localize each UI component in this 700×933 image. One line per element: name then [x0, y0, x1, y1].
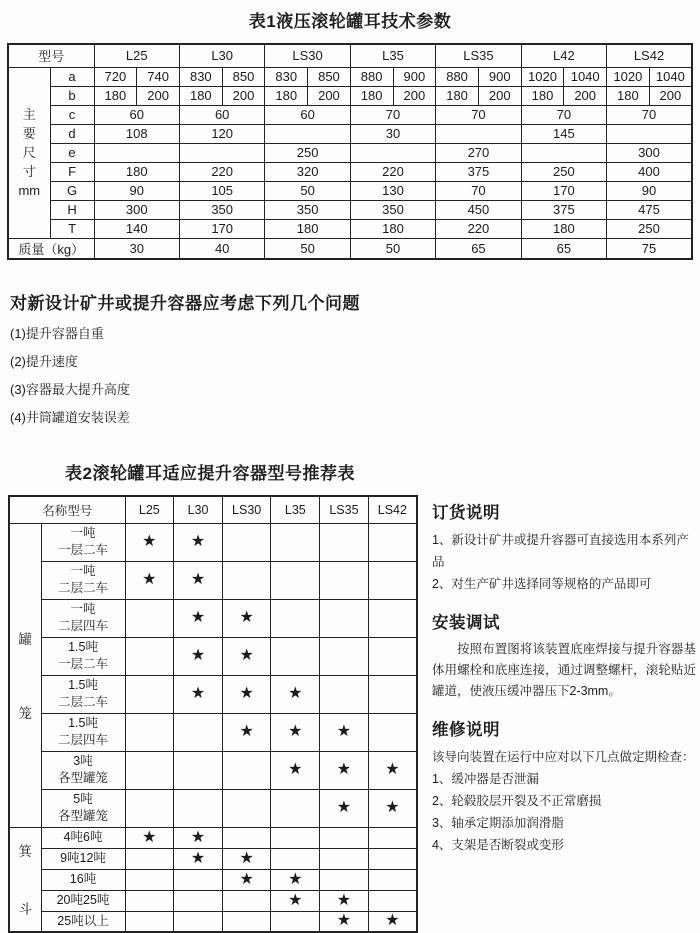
t1-value-cell: 350: [350, 200, 435, 219]
star-icon: ★: [288, 761, 303, 778]
star-icon: ★: [239, 870, 254, 888]
star-icon: ★: [190, 647, 206, 664]
t2-star-cell: [222, 675, 271, 713]
bottom-section: [8, 495, 700, 933]
t2-row-name-line: 各型罐笼: [58, 771, 109, 785]
t2-star-cell: [320, 523, 369, 561]
t1-value-cell: 120: [179, 124, 264, 143]
install-notes-heading: 安装调试: [431, 614, 500, 632]
t2-star-cell: [222, 827, 271, 848]
t1-value-cell: 180: [94, 86, 137, 105]
t1-value-cell: 180: [350, 86, 393, 105]
t2-star-cell: [271, 713, 320, 751]
t2-star-cell: [222, 869, 271, 890]
t2-row-name-line: 各型罐笼: [58, 809, 109, 823]
t2-star-cell: [368, 599, 417, 637]
t1-model-row-label: 型号: [8, 44, 94, 67]
t2-star-cell: [368, 751, 417, 789]
design-note-item-1: (1)提升容器自重: [10, 326, 104, 341]
star-icon: ★: [239, 647, 254, 664]
t1-model-header: L35: [350, 44, 435, 67]
t2-star-cell: [368, 848, 417, 869]
star-icon: ★: [239, 609, 254, 626]
t2-model-header: L30: [174, 496, 223, 523]
star-icon: ★: [385, 799, 400, 816]
t2-star-cell: [320, 911, 369, 932]
t2-row-name: [41, 751, 125, 789]
t2-star-cell: [125, 637, 174, 675]
t2-star-cell: [271, 751, 320, 789]
t1-weight-value: 65: [521, 238, 606, 259]
t2-row-name-line: 一吨: [70, 602, 96, 616]
t2-row-name: [41, 675, 125, 713]
maintain-notes-intro: 该导向装置在运行中应对以下几点做定期检查：: [431, 750, 695, 764]
t1-value-cell: 450: [436, 200, 521, 219]
t2-row-name: [41, 523, 125, 561]
t1-value-cell: 270: [436, 143, 521, 162]
t2-row-name-line: 20吨25吨: [56, 893, 110, 907]
t1-model-header: L30: [179, 44, 264, 67]
t1-value-cell: 830: [179, 67, 222, 86]
t2-row-name-line: 一层二车: [58, 543, 109, 557]
t1-value-cell: [521, 143, 606, 162]
t2-star-cell: [174, 827, 223, 848]
t2-star-cell: [125, 890, 174, 911]
t1-value-cell: 105: [179, 181, 264, 200]
t1-model-header: LS30: [265, 44, 350, 67]
t2-star-cell: [125, 827, 174, 848]
t1-value-cell: 30: [350, 124, 435, 143]
t1-model-header: LS42: [607, 44, 692, 67]
t1-unit-label-char: mm: [18, 183, 41, 198]
table2-recommendations: [8, 495, 418, 933]
t2-star-cell: [125, 789, 174, 827]
star-icon: ★: [142, 571, 157, 588]
star-icon: ★: [385, 912, 400, 930]
t2-row-name-line: 4吨6吨: [63, 830, 103, 844]
t2-star-cell: [368, 890, 417, 911]
star-icon: ★: [288, 870, 303, 888]
t1-value-cell: 350: [265, 200, 350, 219]
t2-row-name-line: 一吨: [70, 526, 96, 540]
maintain-note-item-3: 3、轴承定期添加润滑脂: [431, 816, 564, 830]
t1-value-cell: 850: [308, 67, 351, 86]
star-icon: ★: [142, 828, 157, 846]
t2-row-name: [41, 599, 125, 637]
t2-star-cell: [368, 713, 417, 751]
t2-star-cell: [271, 789, 320, 827]
t2-name-header: 名称型号: [9, 496, 125, 523]
t2-star-cell: [222, 599, 271, 637]
t2-star-cell: [174, 869, 223, 890]
t1-weight-value: 40: [179, 238, 264, 259]
t2-star-cell: [222, 848, 271, 869]
t2-star-cell: [125, 911, 174, 932]
t2-row-name-line: 5吨: [73, 792, 93, 806]
star-icon: ★: [288, 685, 303, 702]
t1-value-cell: 200: [137, 86, 180, 105]
t1-dim-label: F: [50, 162, 94, 181]
t2-star-cell: [271, 675, 320, 713]
t1-value-cell: 70: [607, 105, 692, 124]
t2-star-cell: [271, 890, 320, 911]
t1-model-header: L42: [521, 44, 606, 67]
t1-value-cell: 90: [607, 181, 692, 200]
design-considerations: [10, 289, 700, 426]
t1-value-cell: 740: [137, 67, 180, 86]
t2-row-name: [41, 561, 125, 599]
t2-star-cell: [125, 599, 174, 637]
t2-star-cell: [125, 869, 174, 890]
t1-value-cell: 375: [436, 162, 521, 181]
t1-dim-label: e: [50, 143, 94, 162]
star-icon: ★: [239, 723, 254, 740]
t2-row-name-line: 9吨12吨: [60, 851, 106, 865]
t2-star-cell: [174, 599, 223, 637]
t2-star-cell: [174, 523, 223, 561]
t1-value-cell: 720: [94, 67, 137, 86]
t2-star-cell: [368, 869, 417, 890]
t1-value-cell: 50: [265, 181, 350, 200]
t2-row-name-line: 二层四车: [58, 619, 109, 633]
t2-star-cell: [320, 675, 369, 713]
t1-value-cell: 300: [607, 143, 692, 162]
t2-group-label-char: 笼: [18, 706, 32, 721]
t2-star-cell: [271, 911, 320, 932]
star-icon: ★: [190, 828, 206, 846]
t2-star-cell: [174, 848, 223, 869]
t1-value-cell: 850: [222, 67, 265, 86]
t2-star-cell: [174, 751, 223, 789]
star-icon: ★: [190, 571, 206, 588]
t2-row-name-line: 1.5吨: [68, 716, 98, 730]
t2-star-cell: [320, 713, 369, 751]
t2-row-name: [41, 848, 125, 869]
t1-value-cell: 200: [393, 86, 436, 105]
t2-star-cell: [271, 637, 320, 675]
star-icon: ★: [336, 799, 352, 816]
t2-star-cell: [222, 751, 271, 789]
t1-dim-label: T: [50, 219, 94, 238]
t1-value-cell: 200: [222, 86, 265, 105]
t1-value-cell: 1040: [649, 67, 692, 86]
t1-value-cell: 200: [649, 86, 692, 105]
t2-row-name-line: 二层二车: [58, 581, 109, 595]
t1-value-cell: 180: [265, 219, 350, 238]
t1-value-cell: 70: [350, 105, 435, 124]
t1-value-cell: 70: [436, 105, 521, 124]
t2-star-cell: [320, 751, 369, 789]
t1-value-cell: 320: [265, 162, 350, 181]
t2-star-cell: [368, 911, 417, 932]
t2-star-cell: [368, 637, 417, 675]
t2-star-cell: [271, 599, 320, 637]
star-icon: ★: [239, 849, 254, 867]
t2-star-cell: [368, 561, 417, 599]
t1-value-cell: [350, 143, 435, 162]
star-icon: ★: [336, 723, 352, 740]
t1-value-cell: 200: [478, 86, 521, 105]
t2-star-cell: [320, 869, 369, 890]
t2-star-cell: [174, 789, 223, 827]
t1-unit-label: [8, 67, 50, 238]
star-icon: ★: [385, 761, 400, 778]
t2-star-cell: [320, 637, 369, 675]
t2-star-cell: [174, 911, 223, 932]
t1-value-cell: 108: [94, 124, 179, 143]
star-icon: ★: [336, 891, 352, 909]
t2-star-cell: [368, 675, 417, 713]
star-icon: ★: [288, 723, 303, 740]
t1-value-cell: 200: [564, 86, 607, 105]
t2-star-cell: [174, 890, 223, 911]
t2-star-cell: [222, 789, 271, 827]
order-note-item-1: 1、新设计矿井或提升容器可直接选用本系列产品: [431, 533, 689, 569]
t1-value-cell: 170: [179, 219, 264, 238]
star-icon: ★: [288, 891, 303, 909]
t1-weight-label: 质量（kg）: [8, 238, 94, 259]
maintain-notes-heading: 维修说明: [431, 721, 500, 739]
t1-weight-value: 65: [436, 238, 521, 259]
t1-weight-value: 50: [350, 238, 435, 259]
t2-star-cell: [174, 713, 223, 751]
t1-value-cell: [179, 143, 264, 162]
t1-value-cell: 180: [350, 219, 435, 238]
star-icon: ★: [336, 761, 352, 778]
t2-row-name: [41, 637, 125, 675]
star-icon: ★: [190, 533, 206, 550]
t1-value-cell: 900: [393, 67, 436, 86]
star-icon: ★: [336, 912, 352, 930]
t1-model-header: LS35: [436, 44, 521, 67]
t1-unit-label-char: 尺: [22, 145, 36, 160]
star-icon: ★: [142, 533, 157, 550]
maintain-note-item-4: 4、支架是否断裂或变形: [431, 838, 564, 852]
star-icon: ★: [239, 685, 254, 702]
install-notes-paragraph: 按照布置图将该装置底座焊接与提升容器基体用螺栓和底座连接，通过调整螺杆，滚轮贴近罐道，使液压缓冲器压下2-3mm。: [431, 642, 696, 698]
t1-value-cell: 220: [350, 162, 435, 181]
design-note-item-2: (2)提升速度: [10, 354, 78, 369]
t2-star-cell: [174, 561, 223, 599]
t2-group-label-stack: [10, 840, 41, 918]
t1-value-cell: [436, 124, 521, 143]
t1-value-cell: 145: [521, 124, 606, 143]
t2-star-cell: [125, 713, 174, 751]
t1-value-cell: 130: [350, 181, 435, 200]
order-note-item-2: 2、对生产矿井选择同等规格的产品即可: [431, 577, 652, 591]
t2-star-cell: [271, 523, 320, 561]
t2-row-name: [41, 890, 125, 911]
t2-star-cell: [222, 561, 271, 599]
t1-dim-label: d: [50, 124, 94, 143]
t1-value-cell: 880: [350, 67, 393, 86]
t1-value-cell: 70: [436, 181, 521, 200]
t2-star-cell: [320, 848, 369, 869]
t1-value-cell: 180: [521, 219, 606, 238]
t2-star-cell: [271, 827, 320, 848]
t1-value-cell: 60: [265, 105, 350, 124]
t2-group-label: [9, 827, 41, 932]
t2-star-cell: [320, 827, 369, 848]
t1-value-cell: 180: [265, 86, 308, 105]
t1-dim-label: G: [50, 181, 94, 200]
star-icon: ★: [190, 849, 206, 867]
t2-star-cell: [125, 848, 174, 869]
table1-title: 表1液压滚轮罐耳技术参数: [248, 12, 452, 31]
t1-unit-label-char: 主: [22, 107, 36, 122]
maintain-note-item-1: 1、缓冲器是否泄漏: [431, 772, 539, 786]
t2-row-name: [41, 869, 125, 890]
t1-weight-value: 50: [265, 238, 350, 259]
t1-value-cell: 180: [179, 86, 222, 105]
t2-row-name-line: 1.5吨: [68, 678, 98, 692]
t2-star-cell: [174, 637, 223, 675]
table1-parameters: [7, 43, 693, 260]
t1-value-cell: 180: [94, 162, 179, 181]
t1-dim-label: b: [50, 86, 94, 105]
t2-row-name-line: 二层二车: [58, 695, 109, 709]
t1-value-cell: 220: [436, 219, 521, 238]
t2-star-cell: [222, 637, 271, 675]
t1-value-cell: 60: [179, 105, 264, 124]
t1-value-cell: 70: [521, 105, 606, 124]
t2-row-name-line: 一吨: [70, 564, 96, 578]
t2-row-name: [41, 789, 125, 827]
t1-value-cell: 180: [436, 86, 479, 105]
t2-model-header: LS42: [368, 496, 417, 523]
t1-dim-label: c: [50, 105, 94, 124]
t2-star-cell: [125, 675, 174, 713]
t1-value-cell: 1020: [521, 67, 564, 86]
t2-group-label-char: 斗: [18, 902, 32, 918]
star-icon: ★: [190, 609, 206, 626]
t2-group-label-char: 罐: [18, 632, 32, 647]
t1-value-cell: 300: [94, 200, 179, 219]
t1-value-cell: 350: [179, 200, 264, 219]
t2-star-cell: [320, 599, 369, 637]
t1-value-cell: [607, 124, 692, 143]
t1-model-header: L25: [94, 44, 179, 67]
t1-unit-label-char: 要: [22, 126, 36, 141]
t2-group-label: [9, 523, 41, 827]
t2-model-header: L35: [271, 496, 320, 523]
t2-row-name-line: 16吨: [69, 872, 97, 886]
t2-model-header: LS30: [222, 496, 271, 523]
t2-star-cell: [271, 869, 320, 890]
t2-row-name: [41, 911, 125, 932]
t1-value-cell: 200: [308, 86, 351, 105]
design-considerations-heading: 对新设计矿井或提升容器应考虑下列几个问题: [10, 294, 360, 313]
t2-star-cell: [368, 789, 417, 827]
t2-star-cell: [368, 827, 417, 848]
t1-value-cell: 180: [607, 86, 650, 105]
t2-star-cell: [320, 890, 369, 911]
t1-value-cell: 1020: [607, 67, 650, 86]
t1-weight-value: 30: [94, 238, 179, 259]
t2-star-cell: [222, 911, 271, 932]
t2-star-cell: [174, 675, 223, 713]
t2-star-cell: [368, 523, 417, 561]
t1-dim-label: H: [50, 200, 94, 219]
table2-title: 表2滚轮罐耳适应提升容器型号推荐表: [65, 464, 355, 483]
star-icon: ★: [190, 685, 206, 702]
t2-star-cell: [320, 561, 369, 599]
t1-value-cell: [94, 143, 179, 162]
maintain-note-item-2: 2、轮毂胶层开裂及不正常磨损: [431, 794, 602, 808]
t2-model-header: LS35: [320, 496, 369, 523]
t2-star-cell: [125, 523, 174, 561]
t2-group-label-stack: [10, 628, 41, 722]
t1-value-cell: 220: [179, 162, 264, 181]
t2-row-name-line: 3吨: [73, 754, 93, 768]
t1-value-cell: 250: [265, 143, 350, 162]
t2-star-cell: [222, 523, 271, 561]
order-notes-heading: 订货说明: [431, 504, 500, 522]
t1-dim-label: a: [50, 67, 94, 86]
t2-row-name-line: 二层四车: [58, 733, 109, 747]
t2-star-cell: [125, 751, 174, 789]
t2-star-cell: [125, 561, 174, 599]
t1-value-cell: 1040: [564, 67, 607, 86]
t1-value-cell: 400: [607, 162, 692, 181]
t2-row-name: [41, 713, 125, 751]
t1-value-cell: 880: [436, 67, 479, 86]
t1-unit-label-char: 寸: [22, 164, 36, 179]
t2-group-label-char: 箕: [18, 844, 32, 860]
t1-value-cell: 900: [478, 67, 521, 86]
t2-row-name-line: 25吨以上: [57, 913, 109, 928]
t2-star-cell: [222, 890, 271, 911]
t1-value-cell: 60: [94, 105, 179, 124]
t2-model-header: L25: [125, 496, 174, 523]
t1-value-cell: 90: [94, 181, 179, 200]
t1-value-cell: 140: [94, 219, 179, 238]
t2-star-cell: [271, 848, 320, 869]
t2-row-name-line: 1.5吨: [68, 640, 98, 654]
side-notes-column: [418, 495, 700, 933]
t1-value-cell: 250: [607, 219, 692, 238]
t1-value-cell: 250: [521, 162, 606, 181]
design-note-item-3: (3)容器最大提升高度: [10, 382, 130, 397]
t1-value-cell: 830: [265, 67, 308, 86]
t1-value-cell: 375: [521, 200, 606, 219]
t2-star-cell: [320, 789, 369, 827]
t2-row-name: [41, 827, 125, 848]
t1-value-cell: 475: [607, 200, 692, 219]
t2-star-cell: [222, 713, 271, 751]
t2-star-cell: [271, 561, 320, 599]
t2-row-name-line: 一层二车: [58, 657, 109, 671]
design-note-item-4: (4)井筒罐道安装误差: [10, 410, 130, 425]
t1-value-cell: 170: [521, 181, 606, 200]
t1-weight-value: 75: [607, 238, 692, 259]
t1-value-cell: [265, 124, 350, 143]
t1-value-cell: 180: [521, 86, 564, 105]
